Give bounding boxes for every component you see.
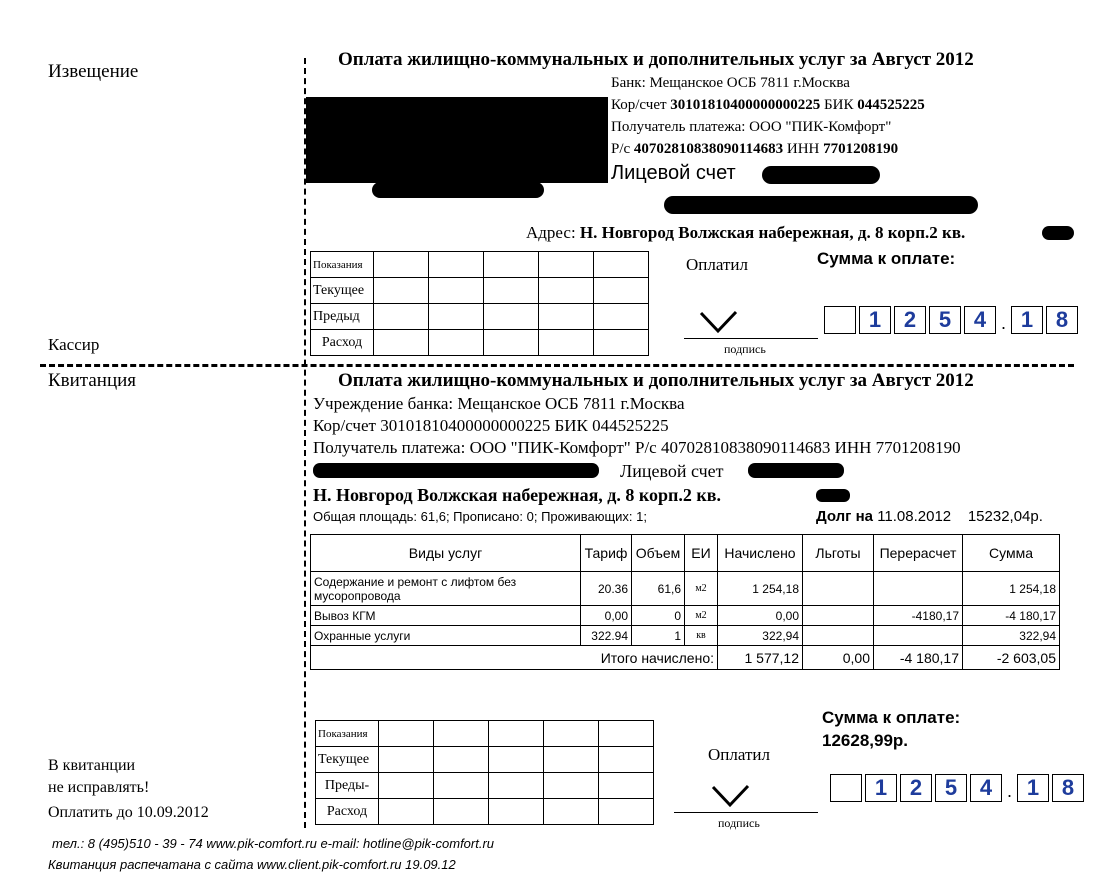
receipt-pay-until: Оплатить до 10.09.2012 — [48, 804, 209, 821]
receipt-recipient: Получатель платежа: ООО "ПИК-Комфорт" Р/с 40702810838090114683 ИНН 7701208190 — [313, 438, 961, 457]
receipt-meter-table — [315, 720, 654, 825]
redaction-block — [372, 182, 544, 198]
table-header: Льготы — [803, 535, 874, 572]
redaction-block — [762, 166, 880, 184]
notice-paid-label: Оплатил — [686, 255, 748, 274]
decimal-separator: . — [1001, 313, 1007, 333]
notice-meter-table — [310, 251, 649, 356]
amount-digit: 1 — [1017, 774, 1049, 802]
meter-row-label: Расход — [316, 799, 379, 825]
receipt-area-line: Общая площадь: 61,6; Прописано: 0; Проживающих: 1; — [313, 509, 647, 524]
signature-line — [684, 338, 818, 339]
redaction-block — [313, 463, 599, 478]
redaction-block — [306, 97, 608, 183]
receipt-amount-due-value: 12628,99р. — [822, 731, 909, 750]
receipt-note-line1: В квитанции — [48, 757, 136, 774]
meter-row-label: Текущее — [311, 278, 374, 304]
checkmark-icon — [710, 783, 752, 809]
notice-personal-account-label: Лицевой счет — [611, 162, 736, 184]
notice-corr-line: Кор/счет 30101810400000000225 БИК 044525225 — [611, 97, 925, 113]
meter-row-label: Расход — [311, 330, 374, 356]
checkmark-icon — [698, 309, 740, 335]
redaction-block — [1042, 226, 1074, 240]
amount-digit: 4 — [964, 306, 996, 334]
footer-printed: Квитанция распечатана с сайта www.client.pik-comfort.ru 19.09.12 — [48, 857, 456, 872]
amount-digit: 2 — [900, 774, 932, 802]
table-header: ЕИ — [685, 535, 718, 572]
table-row: Вывоз КГМ 0,00 0 м2 0,00 -4180,17 -4 180,17 — [311, 606, 1060, 626]
notice-signature-label: подпись — [724, 342, 766, 356]
table-header: Начислено — [718, 535, 803, 572]
receipt-corr: Кор/счет 30101810400000000225 БИК 044525225 — [313, 416, 669, 435]
receipt-amount-due-label: Сумма к оплате: — [822, 708, 961, 727]
table-total-row: Итого начислено: 1 577,12 0,00 -4 180,17 -2 603,05 — [311, 646, 1060, 670]
decimal-separator: . — [1007, 781, 1013, 801]
notice-amount-due-label: Сумма к оплате: — [817, 249, 956, 268]
table-header: Перерасчет — [874, 535, 963, 572]
amount-digit: 1 — [859, 306, 891, 334]
services-table — [310, 534, 1060, 670]
notice-label: Извещение — [48, 61, 139, 82]
table-header: Сумма — [963, 535, 1060, 572]
footer-contacts: тел.: 8 (495)510 - 39 - 74 www.pik-comfort.ru e-mail: hotline@pik-comfort.ru — [52, 836, 495, 851]
receipt-amount-digits — [830, 774, 1087, 802]
meter-row-label: Предыд — [311, 304, 374, 330]
meter-row-label: Преды- — [316, 773, 379, 799]
notice-address: Адрес: Н. Новгород Волжская набережная, д. 8 корп.2 кв. — [526, 223, 966, 242]
receipt-bank: Учреждение банка: Мещанское ОСБ 7811 г.Москва — [313, 394, 685, 413]
amount-digit: 4 — [970, 774, 1002, 802]
table-header: Виды услуг — [311, 535, 581, 572]
notice-account-line: Р/с 40702810838090114683 ИНН 7701208190 — [611, 141, 899, 157]
notice-title: Оплата жилищно-коммунальных и дополнительных услуг за Август 2012 — [338, 49, 974, 70]
receipt-address: Н. Новгород Волжская набережная, д. 8 корп.2 кв. — [313, 485, 722, 505]
meter-row-label: Текущее — [316, 747, 379, 773]
cashier-label: Кассир — [48, 335, 100, 354]
meter-row-label: Показания — [316, 721, 379, 747]
amount-digit: 1 — [1011, 306, 1043, 334]
amount-digit: 5 — [935, 774, 967, 802]
horizontal-cut-line — [40, 364, 1074, 367]
table-row: Охранные услуги 322.94 1 кв 322,94 322,94 — [311, 626, 1060, 646]
amount-digit — [830, 774, 862, 802]
receipt-personal-account-label: Лицевой счет — [620, 461, 724, 481]
table-header-row — [311, 535, 1060, 572]
amount-digit — [824, 306, 856, 334]
meter-row-label: Показания — [311, 252, 374, 278]
amount-digit: 8 — [1046, 306, 1078, 334]
amount-digit: 2 — [894, 306, 926, 334]
receipt-label: Квитанция — [48, 370, 137, 391]
receipt-debt-line: Долг на 11.08.2012 15232,04р. — [816, 508, 1043, 525]
notice-recipient: Получатель платежа: ООО "ПИК-Комфорт" — [611, 119, 892, 135]
table-row: Содержание и ремонт с лифтом без мусоропровода 20.36 61,6 м2 1 254,18 1 254,18 — [311, 572, 1060, 606]
redaction-block — [816, 489, 850, 502]
amount-digit: 1 — [865, 774, 897, 802]
table-header: Тариф — [581, 535, 632, 572]
receipt-paid-label: Оплатил — [708, 745, 770, 764]
redaction-block — [748, 463, 844, 478]
receipt-signature-label: подпись — [718, 816, 760, 830]
amount-digit: 5 — [929, 306, 961, 334]
amount-digit: 8 — [1052, 774, 1084, 802]
table-header: Объем — [632, 535, 685, 572]
notice-bank: Банк: Мещанское ОСБ 7811 г.Москва — [611, 75, 850, 91]
notice-amount-digits — [824, 306, 1081, 334]
signature-line — [674, 812, 818, 813]
redaction-block — [664, 196, 978, 214]
receipt-title: Оплата жилищно-коммунальных и дополнительных услуг за Август 2012 — [338, 370, 974, 391]
receipt-note-line2: не исправлять! — [48, 779, 150, 796]
